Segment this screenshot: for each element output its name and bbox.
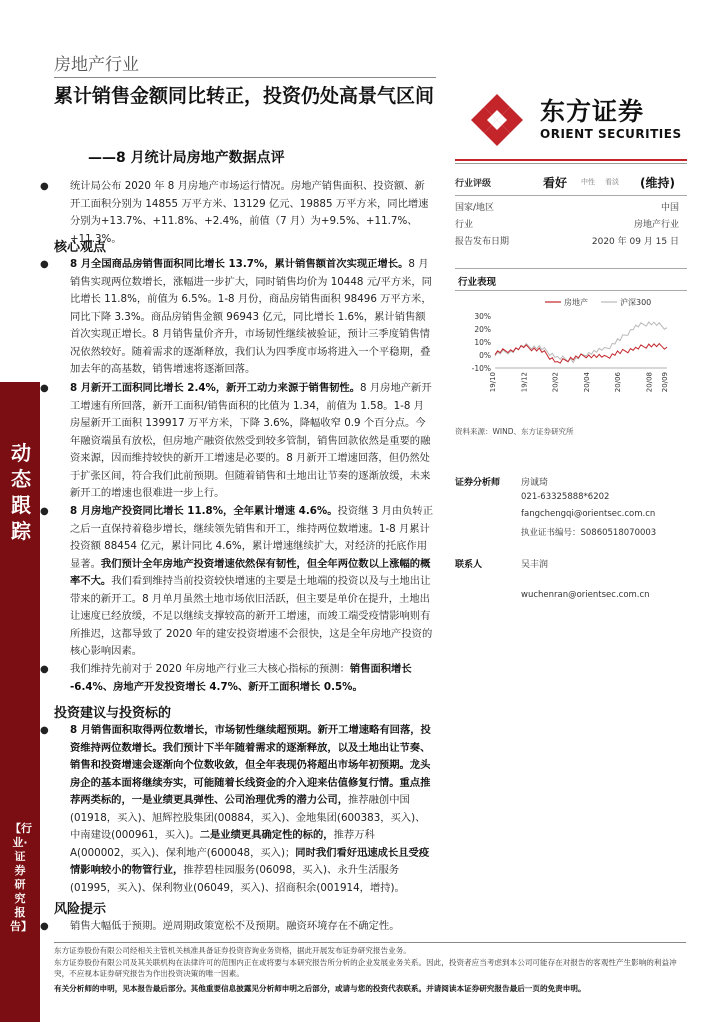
orient-logo-icon bbox=[468, 92, 526, 148]
page-title: 累计销售金额同比转正，投资仍处高景气区间 bbox=[54, 85, 435, 107]
risk-paragraph bbox=[40, 918, 434, 936]
footer-line-2: 东方证券股份有限公司及其关联机构在法律许可的范围内正在或将要与本研究报告所分析的企业发展业务关系。因此，投资者应当考虑到本公司可能存在对报告的客观性产生影响的利益冲突，不应视本证券研究报告为作出投资决策的唯一因素。 bbox=[54, 958, 677, 978]
bullet-icon: ● bbox=[40, 921, 49, 932]
intro-text: 统计局公布 2020 年 8 月房地产市场运行情况。房地产销售面积、投资额、新开工面积分别为 14855 万平方米、13129 亿元、19885 万平方米，同比增速分别为+13.7%、+11.8%、+2.4%，前值（7 月）为+9.5%、+11.7%、+11.3%。 bbox=[70, 180, 429, 245]
invest-bold-3: 同时我们看好迅速成长且受疫情影响较小的物管行业， bbox=[70, 846, 430, 876]
y-tick-label: 0% bbox=[479, 351, 491, 360]
contact-label: 联系人 bbox=[455, 560, 483, 570]
core-p3-bold2: 我们预计全年房地产投资增速依然保有韧性，但全年两位数以上涨幅的概率不大。 bbox=[70, 557, 431, 587]
info-value: 房地产行业 bbox=[633, 220, 679, 230]
y-tick-label: 30% bbox=[474, 312, 491, 321]
analyst-email[interactable]: fangchengqi@orientsec.com.cn bbox=[521, 509, 656, 519]
x-tick-label: 19/10 bbox=[489, 372, 497, 393]
core-p1-bold: 8 月全国商品房销售面积同比增长 13.7%，累计销售额首次实现正增长。 bbox=[70, 258, 409, 270]
legend-label-hs300: 沪深300 bbox=[620, 298, 652, 307]
rating-option-bearish: 看淡 bbox=[605, 178, 619, 186]
x-tick-label: 20/08 bbox=[645, 372, 654, 393]
perf-title: 行业表现 bbox=[458, 277, 497, 288]
contact-name: 吴丰润 bbox=[521, 560, 549, 570]
x-tick-label: 20/09 bbox=[661, 372, 669, 393]
intro-paragraph bbox=[40, 178, 434, 248]
x-tick-label: 20/06 bbox=[614, 372, 623, 393]
rating-status: (维持) bbox=[640, 176, 675, 190]
report-category: 房地产行业 bbox=[54, 55, 139, 75]
footer-rule bbox=[54, 942, 686, 943]
contact-email[interactable]: wuchenran@orientsec.com.cn bbox=[521, 590, 650, 600]
rating-row bbox=[455, 176, 687, 194]
core-paragraph-1 bbox=[40, 256, 434, 379]
analyst-name: 房诚琦 bbox=[521, 478, 549, 488]
risk-text: 销售大幅低于预期。逆周期政策宽松不及预期。融资环境存在不确定性。 bbox=[70, 920, 400, 932]
invest-text-2: 推荐万科 A(000002，买入)、保利地产(600048，买入)； bbox=[70, 829, 375, 859]
info-value: 2020 年 09 月 15 日 bbox=[591, 237, 679, 247]
analyst-cert: 执业证书编号：S0860518070003 bbox=[521, 528, 657, 538]
rating-option-neutral: 中性 bbox=[581, 178, 595, 186]
core-p3-bold: 8 月房地产投资同比增长 11.8%，全年累计增速 4.6%。 bbox=[70, 505, 338, 517]
invest-paragraph bbox=[40, 722, 434, 897]
section-core-heading: 核心观点 bbox=[54, 240, 107, 255]
y-tick-label: 10% bbox=[474, 338, 491, 347]
footer-line-3: 有关分析师的申明，见本报告最后部分。其他重要信息披露见分析师申明之后部分，或请与您的投资代表联系。并请阅读本证券研究报告最后一页的免责申明。 bbox=[54, 984, 586, 993]
invest-text-3: 推荐碧桂园服务(06098，买入)、永升生活服务(01995，买入)、保利物业(06049，买入)、招商积余(001914，增持)。 bbox=[70, 864, 405, 894]
analyst-label: 证券分析师 bbox=[455, 478, 501, 488]
page-subtitle: ——8 月统计局房地产数据点评 bbox=[88, 150, 285, 166]
rating-value: 看好 bbox=[543, 176, 568, 190]
x-tick-label: 20/02 bbox=[551, 372, 560, 393]
series-line-hs300 bbox=[495, 322, 667, 363]
invest-bold-2: 二是业绩更具确定性的标的， bbox=[199, 829, 334, 841]
core-p2-bold: 8 月新开工面积同比增长 2.4%，新开工动力来源于销售韧性。 bbox=[70, 382, 361, 394]
core-p1-text: 8 月销售实现两位数增长，涨幅进一步扩大，同时销售均价为 10448 元/平方米，同比增长 11.8%，前值为 6.5%。1-8 月份，商品房销售面积 98496 万平方米，同比下降 3.3%。商品房销售金额 96943 亿元，同比增长 1.6%，累计销售额首次实现正增长。8 月销售量价齐升，市场韧性继续被验证，预计三季度销售情况依然较好。随着需求的逐渐释放，我们认为四季度市场将进入一个平稳期，叠加去年的高基数，销售增速将逐渐回落。 bbox=[70, 258, 432, 375]
core-p4-text: 我们维持先前对于 2020 年房地产行业三大核心指标的预测： bbox=[70, 663, 350, 675]
logo-underline bbox=[455, 159, 687, 161]
perf-top-rule bbox=[455, 268, 687, 269]
bullet-icon: ● bbox=[40, 725, 49, 736]
right-column-rule bbox=[455, 163, 687, 164]
logo-text-cn: 东方证券 bbox=[540, 97, 645, 126]
footer-line-1: 东方证券股份有限公司经相关主管机关核准具备证券投资咨询业务资格，据此开展发布证券研究报告业务。 bbox=[54, 946, 411, 955]
bullet-icon: ● bbox=[40, 259, 49, 270]
perf-chart bbox=[455, 292, 687, 414]
info-key: 报告发布日期 bbox=[455, 237, 510, 247]
rating-label: 行业评级 bbox=[455, 179, 492, 189]
legend-label-property: 房地产 bbox=[564, 298, 588, 307]
series-line-property bbox=[495, 344, 667, 364]
y-tick-label: 20% bbox=[474, 325, 491, 334]
perf-source: 资料来源：WIND、东方证券研究所 bbox=[455, 427, 574, 436]
bullet-icon: ● bbox=[40, 506, 49, 517]
perf-title-rule bbox=[455, 290, 687, 291]
logo-text-en: ORIENT SECURITIES bbox=[540, 127, 682, 141]
info-row-industry bbox=[455, 217, 687, 232]
core-paragraph-3 bbox=[40, 503, 434, 661]
invest-bold-1: 8 月销售面积取得两位数增长，市场韧性继续超预期。新开工增速略有回落，投资维持两位数增长。我们预计下半年随着需求的逐渐释放，以及土地出让节奏、销售和投资增速会逐渐向个位数收敛，但全年表现仍将超出市场年初预期。龙头房企的基本面将继续夯实，可能随着长线资金的介入迎来估值修复行情。重点推荐两类标的，一是业绩更具弹性、公司治理优秀的潜力公司， bbox=[70, 724, 431, 806]
info-row-region bbox=[455, 200, 687, 215]
info-row-date bbox=[455, 234, 687, 249]
core-p3-mid: 投资继 3 月由负转正之后一直保持着稳步增长，继续领先销售和开工，维持两位数增速。1-8 月累计投资额 88454 亿元，累计同比 4.6%，累计增速继续扩大，对经济的托底作用显著。 bbox=[70, 505, 434, 570]
info-key: 行业 bbox=[455, 220, 474, 230]
x-tick-label: 19/12 bbox=[520, 372, 529, 393]
rating-divider bbox=[455, 195, 687, 196]
y-tick-label: -10% bbox=[471, 364, 491, 373]
info-key: 国家/地区 bbox=[455, 203, 495, 213]
section-invest-heading: 投资建议与投资标的 bbox=[54, 706, 172, 721]
category-divider bbox=[54, 77, 436, 78]
x-tick-label: 20/04 bbox=[582, 372, 591, 393]
core-p4-bold: 销售面积增长 -6.4%、房地产开发投资增长 4.7%、新开工面积增长 0.5%。 bbox=[70, 663, 412, 693]
core-paragraph-2 bbox=[40, 380, 434, 503]
core-paragraph-4 bbox=[40, 661, 434, 696]
analyst-phone: 021-63325888*6202 bbox=[521, 492, 610, 502]
bullet-icon: ● bbox=[40, 181, 49, 192]
section-risk-heading: 风险提示 bbox=[54, 902, 107, 917]
sidebar-report-type: 【行业·证券研究报告】 bbox=[10, 822, 32, 933]
sidebar-label: 动态跟踪 bbox=[11, 441, 31, 543]
bullet-icon: ● bbox=[40, 383, 49, 394]
core-p3-text: 我们看到维持当前投资较快增速的主要是土地端的投资以及与土地出让带来的新开工。8 月单月虽然土地市场依旧活跃，但主要是单价在提升，土地出让速度已经放缓，不足以继续支撑较高的新开工增速，而竣工端受疫情影响则有所推迟，这都导致了 2020 年的建安投资增速不会很快，这是全年房地产投资的核心影响因素。 bbox=[70, 575, 433, 657]
invest-text-1: 推荐融创中国(01918，买入)、旭辉控股集团(00884，买入)、金地集团(600383，买入)、中南建设(000961，买入)。 bbox=[70, 794, 426, 841]
bullet-icon: ● bbox=[40, 664, 49, 675]
info-value: 中国 bbox=[660, 203, 679, 213]
core-p2-text: 8 月房地产新开工增速有所回落，新开工面积/销售面积的比值为 1.34，前值为 1.58。1-8 月房屋新开工面积 139917 万平方米，下降 3.6%，降幅收窄 0.9 个百分点。今年融资端虽有放松，但房地产融资依然受到较多管制，销售回款依然是重要的融资来源，因而维持较快的新开工增速是必要的。8 月新开工增速回落，但仍然处于扩张区间，符合我们此前预期。但随着销售和土地出让节奏的逐渐放缓，未来新开工的增速也很难进一步上行。 bbox=[70, 382, 432, 499]
